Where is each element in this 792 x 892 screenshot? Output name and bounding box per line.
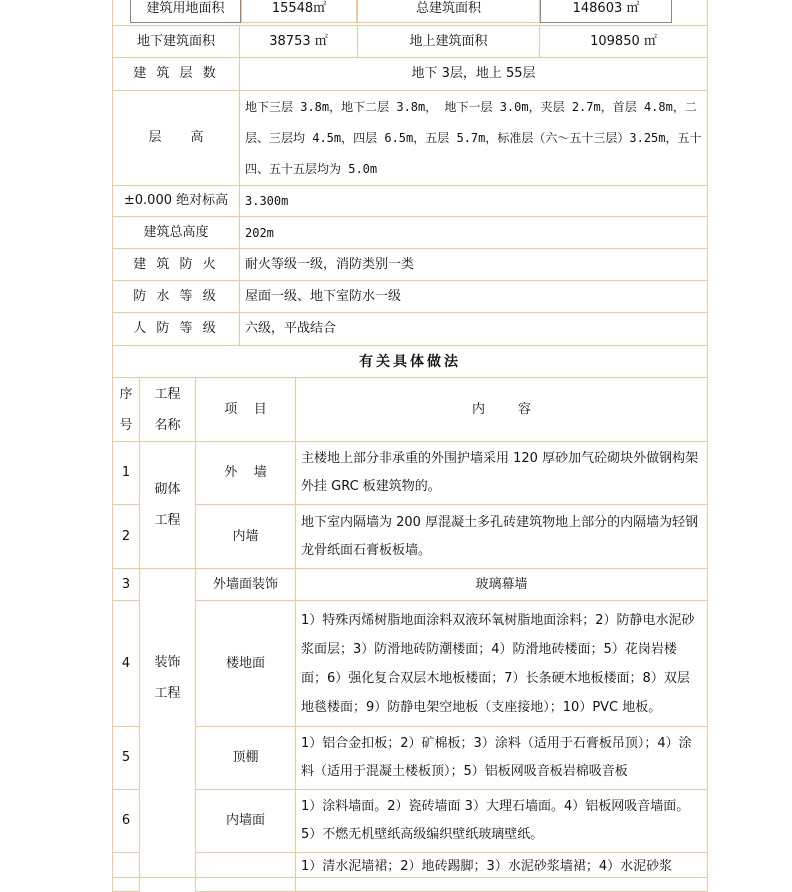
elevation-label: ±0.000 绝对标高 [123,193,229,208]
item-exterior-wall: 外 墙 [224,465,267,480]
floor-height-value: 地下三层 3.8m，地下二层 3.8m， 地下一层 3.0m，夹层 2.7m，首层 4.8m，二层、三层均 4.5m，四层 6.5m，五层 5.7m，标准层（六～五十三层）3.25m，五十四、五十五层均为 5.0m [245,99,702,176]
total-height-label: 建筑总高度 [143,224,209,240]
header-number-line2: 号 [119,417,133,433]
content-interior-wall: 地下室内隔墙为 200 厚混凝土多孔砖建筑物地上部分的内隔墙为轻钢龙骨纸面石膏板板墙。 [301,514,699,558]
cell-border [112,852,140,892]
masonry-group-line2: 工程 [154,513,181,528]
floors-value: 地下 3层，地上 55层 [411,66,536,81]
floor-height-label: 层 高 [148,130,204,145]
row-number: 5 [121,750,131,765]
content-ceiling: 1）铝合金扣板；2）矿棉板；3）涂料（适用于石膏板吊顶）；4）涂料（适用于混凝土楼板顶）；5）铝板网吸音板岩棉吸音板 [301,736,692,779]
land-area-label: 建筑用地面积 [146,0,225,16]
item-floor: 楼地面 [225,655,265,671]
floors-label: 建 筑 层 数 [133,66,219,81]
header-number [112,377,140,442]
fire-label: 建 筑 防 火 [133,256,219,272]
item-facade: 外墙面装饰 [212,576,278,592]
aboveground-area-value: 109850 ㎡ [590,33,657,49]
aboveground-area-label: 地上建筑面积 [409,33,488,49]
document-page [112,0,708,874]
row-number: 2 [121,528,131,544]
header-content: 内 容 [471,401,532,417]
total-area-label: 总建筑面积 [415,0,481,16]
row-number: 3 [121,576,131,592]
underground-area-label: 地下建筑面积 [136,33,215,49]
row-number: 4 [121,655,131,671]
row-number: 6 [121,813,131,828]
land-area-value: 15548㎡ [271,0,327,16]
item-interior-wall-finish: 内墙面 [225,813,265,828]
decoration-group-line2: 工程 [154,686,181,701]
row-number: 1 [121,465,131,480]
masonry-group [139,441,196,569]
content-floor: 1）特殊丙烯树脂地面涂料双液环氧树脂地面涂料；2）防静电水泥砂浆面层；3）防滑地砖防潮楼面；4）防滑地砖楼面；5）花岗岩楼面；6）强化复合双层木地板楼面；7）长条硬木地板楼面；8）双层地毯楼面；9）防静电架空地板（支座接地）；10）PVC 地板。 [301,612,695,715]
header-name [139,377,196,442]
fire-value: 耐火等级一级，消防类别一类 [245,256,415,272]
waterproof-label: 防 水 等 级 [133,288,219,304]
header-item: 项 目 [224,401,267,417]
header-name-line1: 工程 [154,386,181,402]
decoration-group [139,568,196,878]
header-name-line2: 名称 [154,417,181,433]
elevation-value: 3.300m [245,194,289,208]
civil-defense-label: 人 防 等 级 [133,321,219,336]
content-interior-wall-finish: 1）涂料墙面。2）瓷砖墙面 3）大理石墙面。4）铝板网吸音墙面。5）不燃无机壁纸高级编织壁纸玻璃壁纸。 [301,799,690,842]
masonry-group-line1: 砌体 [154,482,181,497]
content-wainscot: 1）清水泥墙裙；2）地砖踢脚；3）水泥砂浆墙裙；4）水泥砂浆 [301,859,673,874]
content-facade: 玻璃幕墙 [475,576,528,592]
total-area-value: 148603 ㎡ [572,0,640,16]
item-interior-wall: 内墙 [232,528,259,544]
content-exterior-wall: 主楼地上部分非承重的外围护墙采用 120 厚砂加气砼砌块外做钢构架外挂 GRC 板建筑物的。 [301,451,699,494]
total-height-value: 202m [245,225,274,240]
civil-defense-value: 六级，平战结合 [245,321,337,336]
waterproof-value: 屋面一级、地下室防水一级 [245,288,402,304]
header-number-line1: 序 [119,386,133,402]
cell-border [195,852,296,892]
decoration-group-line1: 装饰 [154,655,181,670]
item-ceiling: 顶棚 [232,750,259,765]
underground-area-value: 38753 ㎡ [269,33,328,49]
section-title: 有关具体做法 [359,353,461,370]
